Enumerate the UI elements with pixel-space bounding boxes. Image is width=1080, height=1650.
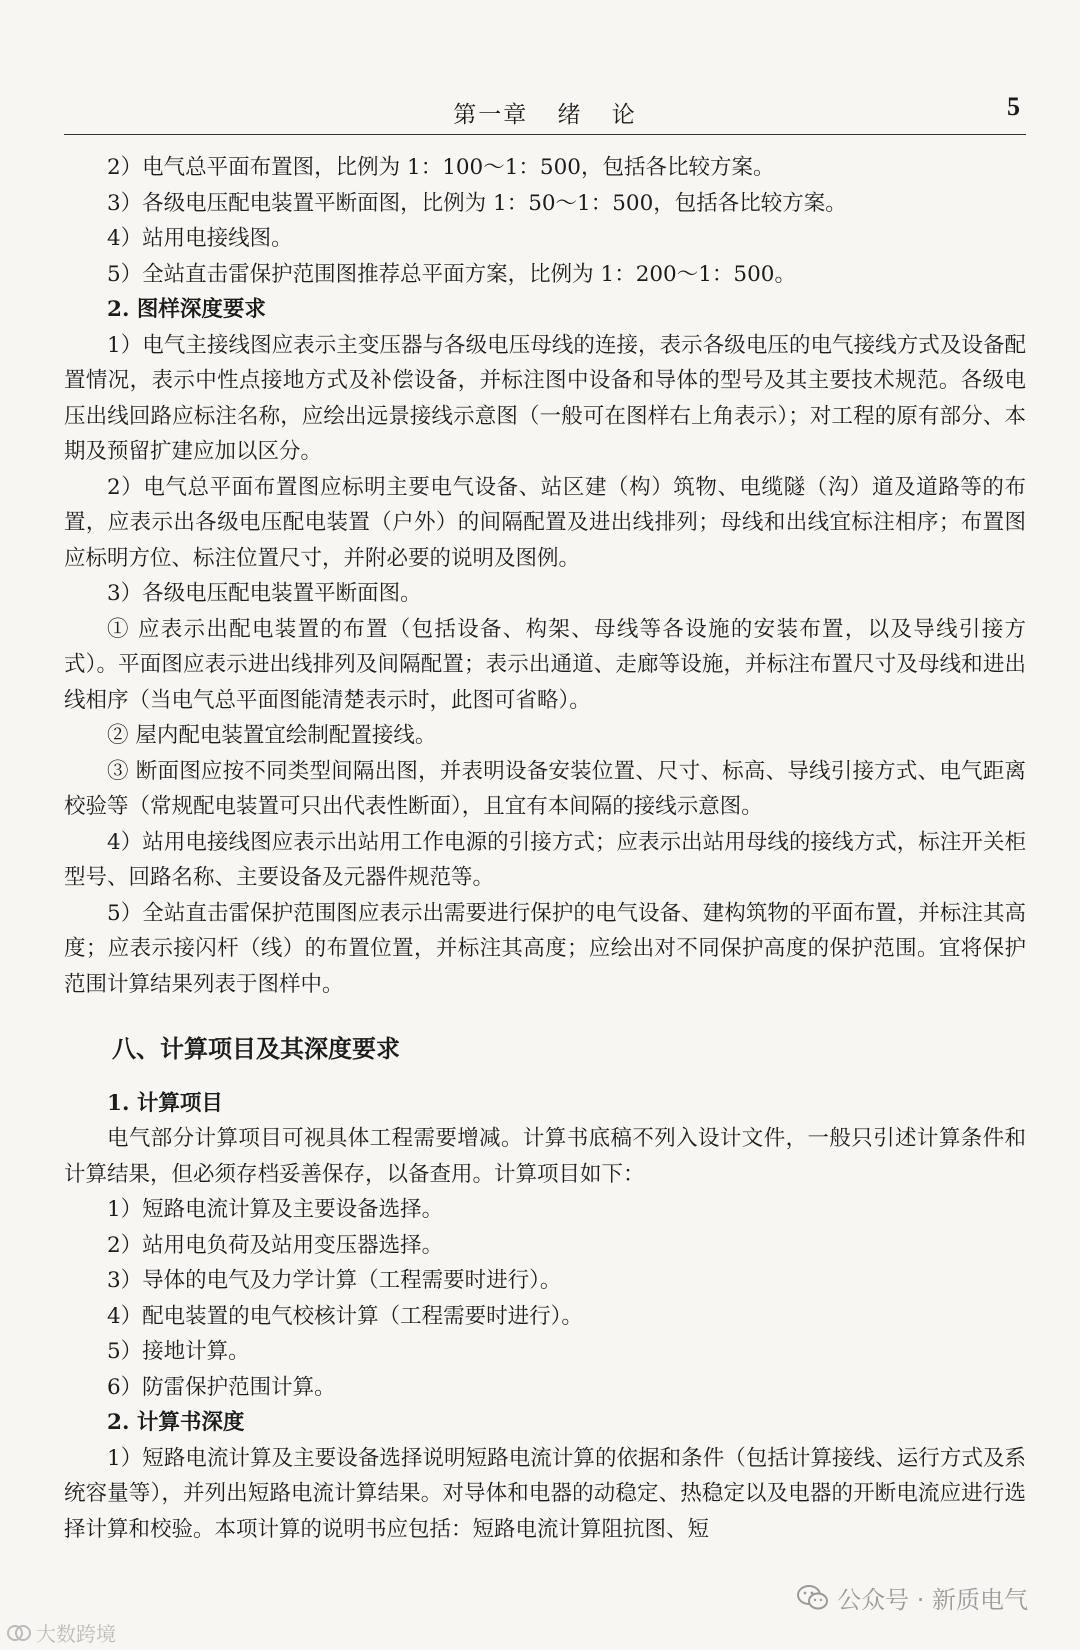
paragraph: ③ 断面图应按不同类型间隔出图，并表明设备安装位置、尺寸、标高、导线引接方式、电气距离校验等（常规配电装置可只出代表性断面），且宜有本间隔的接线示意图。 xyxy=(64,758,1026,819)
paragraph: 3）各级电压配电装置平断面图。 xyxy=(107,581,422,606)
running-head xyxy=(64,92,1026,132)
paragraph: 2）站用电负荷及站用变压器选择。 xyxy=(107,1232,444,1258)
paragraph: 5）全站直击雷保护范围图推荐总平面方案，比例为 1：200～1：500。 xyxy=(107,261,796,287)
paragraph: 4）站用电接线图应表示出站用工作电源的引接方式；应表示出站用母线的接线方式，标注开关柜型号、回路名称、主要设备及元器件规范等。 xyxy=(64,829,1026,890)
paragraph: 1）短路电流计算及主要设备选择。 xyxy=(107,1197,444,1222)
paragraph: 4）站用电接线图。 xyxy=(107,226,293,251)
paragraph: ② 屋内配电装置宜绘制配置接线。 xyxy=(107,723,437,748)
paragraph: 电气部分计算项目可视具体工程需要增减。计算书底稿不列入设计文件，一般只引述计算条件和计算结果，但必须存档妥善保存，以备查用。计算项目如下： xyxy=(64,1126,1026,1187)
paragraph: 5）全站直击雷保护范围图应表示出需要进行保护的电气设备、建构筑物的平面布置，并标注其高度；应表示接闪杆（线）的布置位置，并标注其高度；应绘出对不同保护高度的保护范围。宜将保护范围计算结果列表于图样中。 xyxy=(64,900,1026,997)
body-text xyxy=(64,150,1026,1547)
paragraph: ① 应表示出配电装置的布置（包括设备、构架、母线等各设施的安装布置，以及导线引接方式）。平面图应表示进出线排列及间隔配置；表示出通道、走廊等设施，并标注布置尺寸及母线和进出线相序（当电气总平面图能清楚表示时，此图可省略）。 xyxy=(64,616,1026,713)
logo-mark-icon xyxy=(6,1622,32,1644)
corner-mark xyxy=(6,1618,116,1647)
sub-heading: 2. 计算书深度 xyxy=(107,1410,245,1435)
paragraph: 1）短路电流计算及主要设备选择说明短路电流计算的依据和条件（包括计算接线、运行方式及系统容量等），并列出短路电流计算结果。对导体和电器的动稳定、热稳定以及电器的开断电流应进行选择计算和校验。本项计算的说明书应包括：短路电流计算阻抗图、短 xyxy=(64,1445,1026,1542)
page-number: 5 xyxy=(1007,92,1020,121)
paragraph: 3）导体的电气及力学计算（工程需要时进行）。 xyxy=(107,1268,562,1293)
paragraph: 3）各级电压配电装置平断面图，比例为 1：50～1：500，包括各比较方案。 xyxy=(107,190,847,216)
header-rule xyxy=(64,134,1026,135)
sub-heading: 2. 图样深度要求 xyxy=(107,297,266,322)
paragraph: 5）接地计算。 xyxy=(107,1339,250,1364)
watermark-text: 公众号 · 新质电气 xyxy=(837,1586,1028,1614)
sub-heading: 1. 计算项目 xyxy=(107,1090,223,1116)
paragraph: 2）电气总平面布置图应标明主要电气设备、站区建（构）筑物、电缆隧（沟）道及道路等的布置，应表示出各级电压配电装置（户外）的间隔配置及进出线排列；母线和出线宜标注相序；布置图应标明方位、标注位置尺寸，并附必要的说明及图例。 xyxy=(64,474,1026,571)
paragraph: 6）防雷保护范围计算。 xyxy=(107,1374,336,1400)
watermark xyxy=(797,1580,1028,1615)
paragraph: 4）配电装置的电气校核计算（工程需要时进行）。 xyxy=(107,1303,583,1329)
paragraph: 1）电气主接线图应表示主变压器与各级电压母线的连接，表示各级电压的电气接线方式及设备配置情况，表示中性点接地方式及补偿设备，并标注图中设备和导体的型号及其主要技术规范。各级电压出线回路应标注名称，应绘出远景接线示意图（一般可在图样右上角表示）；对工程的原有部分、本期及预留扩建应加以区分。 xyxy=(64,332,1026,464)
paragraph: 2）电气总平面布置图，比例为 1：100～1：500，包括各比较方案。 xyxy=(107,155,775,180)
corner-mark-text: 大数跨境 xyxy=(36,1622,116,1646)
chapter-title: 第一章 绪 论 xyxy=(453,102,637,128)
section-heading: 八、计算项目及其深度要求 xyxy=(112,1035,400,1063)
wechat-icon xyxy=(797,1584,829,1612)
